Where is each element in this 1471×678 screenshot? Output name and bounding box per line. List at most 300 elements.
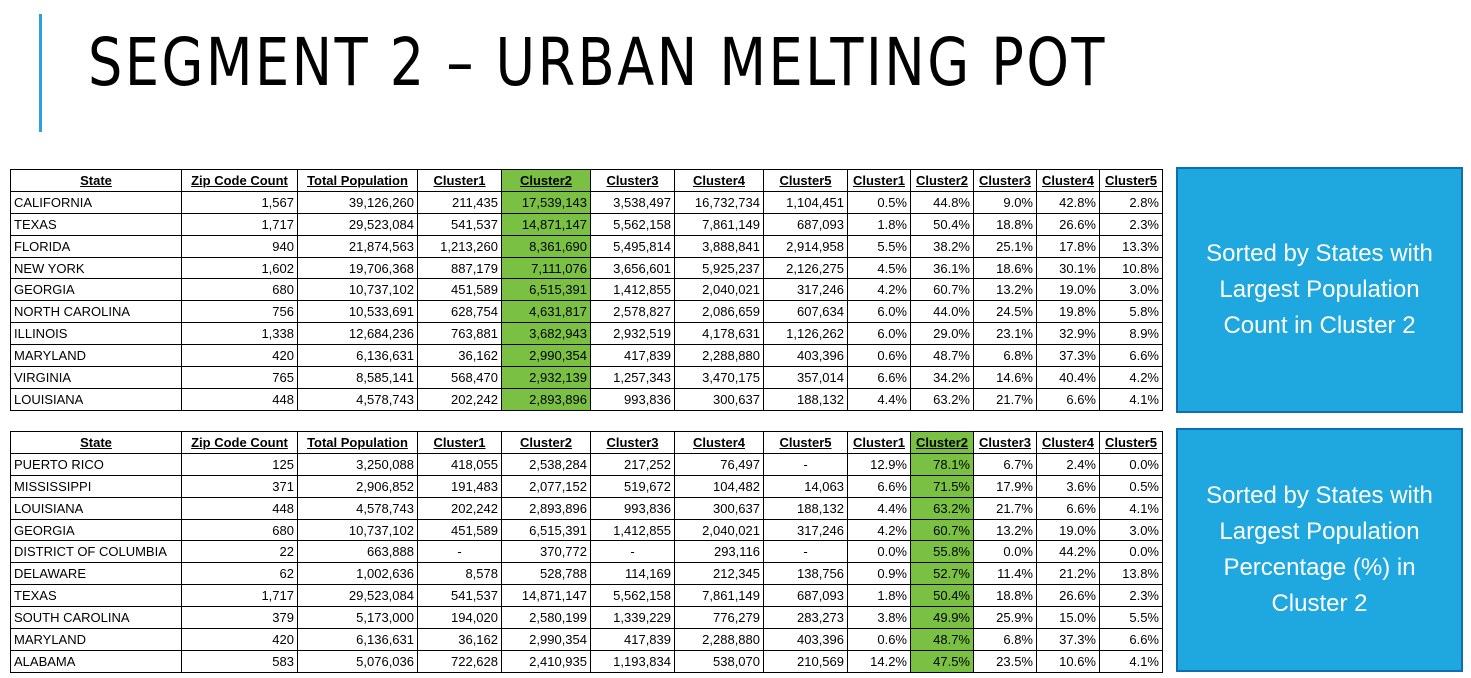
table-row (11, 497, 1163, 519)
value-cell: 722,628 (418, 650, 502, 672)
value-cell: 0.0% (1100, 541, 1163, 563)
value-cell: 19.0% (1037, 519, 1100, 541)
value-cell: 47.5% (911, 650, 974, 672)
value-cell: 22 (182, 541, 298, 563)
value-cell: 26.6% (1037, 585, 1100, 607)
state-cell: TEXAS (11, 585, 182, 607)
value-cell: 1,412,855 (591, 519, 675, 541)
value-cell: 188,132 (764, 497, 848, 519)
column-header: Total Population (298, 170, 418, 192)
column-header: State (11, 432, 182, 454)
value-cell: 44.8% (911, 191, 974, 213)
value-cell: 1,717 (182, 585, 298, 607)
value-cell: 2.3% (1100, 213, 1163, 235)
table-row (11, 453, 1163, 475)
value-cell: 420 (182, 345, 298, 367)
value-cell: 4,578,743 (298, 497, 418, 519)
value-cell: 6.6% (1037, 497, 1100, 519)
value-cell: 5,562,158 (591, 585, 675, 607)
value-cell: 8,578 (418, 563, 502, 585)
value-cell: 663,888 (298, 541, 418, 563)
value-cell: 32.9% (1037, 323, 1100, 345)
value-cell: 14,871,147 (502, 585, 591, 607)
value-cell: 13.2% (974, 519, 1037, 541)
value-cell: 202,242 (418, 497, 502, 519)
value-cell: 14.6% (974, 367, 1037, 389)
state-cell: DISTRICT OF COLUMBIA (11, 541, 182, 563)
table-top-by-percentage (10, 431, 1163, 673)
value-cell: 62 (182, 563, 298, 585)
value-cell: 2,914,958 (764, 235, 848, 257)
value-cell: 5,925,237 (675, 257, 764, 279)
value-cell: 19.0% (1037, 279, 1100, 301)
value-cell: 528,788 (502, 563, 591, 585)
value-cell: 887,179 (418, 257, 502, 279)
value-cell: 1,717 (182, 213, 298, 235)
value-cell: 3.6% (1037, 475, 1100, 497)
value-cell: 1,339,229 (591, 607, 675, 629)
value-cell: 5.5% (1100, 607, 1163, 629)
value-cell: 2.8% (1100, 191, 1163, 213)
value-cell: 4,631,817 (502, 301, 591, 323)
table-row (11, 191, 1163, 213)
value-cell: 3,538,497 (591, 191, 675, 213)
value-cell: 2,077,152 (502, 475, 591, 497)
value-cell: 7,861,149 (675, 213, 764, 235)
value-cell: 210,569 (764, 650, 848, 672)
value-cell: 19,706,368 (298, 257, 418, 279)
table-row (11, 345, 1163, 367)
value-cell: 451,589 (418, 279, 502, 301)
value-cell: 293,116 (675, 541, 764, 563)
value-cell: 4,178,631 (675, 323, 764, 345)
value-cell: 2,990,354 (502, 345, 591, 367)
value-cell: 188,132 (764, 388, 848, 410)
value-cell: 776,279 (675, 607, 764, 629)
value-cell: 607,634 (764, 301, 848, 323)
value-cell: 541,537 (418, 585, 502, 607)
state-cell: LOUISIANA (11, 388, 182, 410)
value-cell: 583 (182, 650, 298, 672)
value-cell: 10.6% (1037, 650, 1100, 672)
value-cell: 104,482 (675, 475, 764, 497)
value-cell: 18.8% (974, 213, 1037, 235)
value-cell: 4.1% (1100, 497, 1163, 519)
value-cell: 451,589 (418, 519, 502, 541)
column-header: Cluster2 (502, 432, 591, 454)
value-cell: 25.9% (974, 607, 1037, 629)
table-row (11, 213, 1163, 235)
note-text: Sorted by States with Largest Population Count in Cluster 2 (1206, 240, 1433, 339)
value-cell: 6,515,391 (502, 519, 591, 541)
value-cell: 18.6% (974, 257, 1037, 279)
value-cell: 418,055 (418, 453, 502, 475)
value-cell: 2,410,935 (502, 650, 591, 672)
value-cell: 2,040,021 (675, 279, 764, 301)
value-cell: 4.1% (1100, 650, 1163, 672)
value-cell: 125 (182, 453, 298, 475)
value-cell: 10,737,102 (298, 279, 418, 301)
value-cell: 0.9% (848, 563, 911, 585)
value-cell: 5,076,036 (298, 650, 418, 672)
state-cell: MARYLAND (11, 345, 182, 367)
value-cell: 60.7% (911, 519, 974, 541)
value-cell: 370,772 (502, 541, 591, 563)
state-cell: SOUTH CAROLINA (11, 607, 182, 629)
value-cell: 191,483 (418, 475, 502, 497)
value-cell: 2,040,021 (675, 519, 764, 541)
column-header: Cluster4 (675, 432, 764, 454)
column-header: Total Population (298, 432, 418, 454)
value-cell: 36,162 (418, 345, 502, 367)
column-header: Cluster3 (591, 170, 675, 192)
table-row (11, 563, 1163, 585)
value-cell: 12,684,236 (298, 323, 418, 345)
value-cell: - (591, 541, 675, 563)
value-cell: 1,104,451 (764, 191, 848, 213)
state-cell: ALABAMA (11, 650, 182, 672)
table-top-by-count (10, 169, 1163, 411)
value-cell: 17,539,143 (502, 191, 591, 213)
value-cell: 371 (182, 475, 298, 497)
table-row (11, 257, 1163, 279)
value-cell: 2,288,880 (675, 345, 764, 367)
value-cell: - (764, 541, 848, 563)
value-cell: 300,637 (675, 497, 764, 519)
value-cell: 1,412,855 (591, 279, 675, 301)
value-cell: 3.0% (1100, 279, 1163, 301)
value-cell: 50.4% (911, 585, 974, 607)
state-cell: LOUISIANA (11, 497, 182, 519)
value-cell: 317,246 (764, 519, 848, 541)
state-cell: FLORIDA (11, 235, 182, 257)
value-cell: 21.7% (974, 388, 1037, 410)
value-cell: 76,497 (675, 453, 764, 475)
value-cell: 3,656,601 (591, 257, 675, 279)
value-cell: 23.5% (974, 650, 1037, 672)
state-cell: PUERTO RICO (11, 453, 182, 475)
value-cell: 0.0% (1100, 453, 1163, 475)
value-cell: 29,523,084 (298, 585, 418, 607)
value-cell: 6,515,391 (502, 279, 591, 301)
value-cell: 19.8% (1037, 301, 1100, 323)
value-cell: 6.6% (848, 475, 911, 497)
value-cell: 138,756 (764, 563, 848, 585)
value-cell: 2,932,139 (502, 367, 591, 389)
value-cell: 2,578,827 (591, 301, 675, 323)
value-cell: 1,126,262 (764, 323, 848, 345)
value-cell: 38.2% (911, 235, 974, 257)
column-header: Cluster1 (418, 170, 502, 192)
value-cell: 5,562,158 (591, 213, 675, 235)
value-cell: 8,585,141 (298, 367, 418, 389)
value-cell: 2.3% (1100, 585, 1163, 607)
column-header: Cluster2 (911, 170, 974, 192)
value-cell: 765 (182, 367, 298, 389)
column-header: Cluster1 (848, 170, 911, 192)
value-cell: 48.7% (911, 629, 974, 651)
value-cell: 993,836 (591, 497, 675, 519)
state-cell: TEXAS (11, 213, 182, 235)
value-cell: 403,396 (764, 345, 848, 367)
column-header: Cluster5 (764, 432, 848, 454)
column-header: Cluster1 (418, 432, 502, 454)
value-cell: 2,126,275 (764, 257, 848, 279)
table-row (11, 388, 1163, 410)
value-cell: 211,435 (418, 191, 502, 213)
table-row (11, 279, 1163, 301)
value-cell: 417,839 (591, 629, 675, 651)
value-cell: 4,578,743 (298, 388, 418, 410)
table-row (11, 301, 1163, 323)
state-cell: MARYLAND (11, 629, 182, 651)
value-cell: 448 (182, 388, 298, 410)
note-text: Sorted by States with Largest Population Percentage (%) in Cluster 2 (1206, 482, 1433, 617)
table-row (11, 367, 1163, 389)
value-cell: 14,063 (764, 475, 848, 497)
state-cell: CALIFORNIA (11, 191, 182, 213)
value-cell: 6,136,631 (298, 629, 418, 651)
table-row (11, 650, 1163, 672)
column-header: Cluster3 (974, 170, 1037, 192)
value-cell: 17.9% (974, 475, 1037, 497)
value-cell: 3,888,841 (675, 235, 764, 257)
value-cell: 13.2% (974, 279, 1037, 301)
value-cell: 6.6% (848, 367, 911, 389)
column-header: Cluster5 (1100, 170, 1163, 192)
column-header: Cluster4 (675, 170, 764, 192)
value-cell: 3,250,088 (298, 453, 418, 475)
state-cell: GEORGIA (11, 519, 182, 541)
value-cell: 14.2% (848, 650, 911, 672)
value-cell: 13.3% (1100, 235, 1163, 257)
value-cell: 37.3% (1037, 629, 1100, 651)
value-cell: 317,246 (764, 279, 848, 301)
value-cell: 6.6% (1037, 388, 1100, 410)
column-header: Cluster3 (591, 432, 675, 454)
value-cell: 52.7% (911, 563, 974, 585)
value-cell: 48.7% (911, 345, 974, 367)
column-header: Zip Code Count (182, 432, 298, 454)
value-cell: 21.7% (974, 497, 1037, 519)
value-cell: 26.6% (1037, 213, 1100, 235)
table-row (11, 235, 1163, 257)
column-header: Cluster2 (502, 170, 591, 192)
value-cell: 40.4% (1037, 367, 1100, 389)
value-cell: 36,162 (418, 629, 502, 651)
value-cell: 1,567 (182, 191, 298, 213)
value-cell: 6.7% (974, 453, 1037, 475)
state-cell: ILLINOIS (11, 323, 182, 345)
value-cell: 17.8% (1037, 235, 1100, 257)
value-cell: 6.8% (974, 345, 1037, 367)
state-cell: NEW YORK (11, 257, 182, 279)
state-cell: NORTH CAROLINA (11, 301, 182, 323)
table-header-row (11, 170, 1163, 192)
value-cell: 23.1% (974, 323, 1037, 345)
column-header: Cluster1 (848, 432, 911, 454)
value-cell: 5.8% (1100, 301, 1163, 323)
value-cell: 568,470 (418, 367, 502, 389)
value-cell: 300,637 (675, 388, 764, 410)
table-row (11, 519, 1163, 541)
value-cell: 0.5% (848, 191, 911, 213)
value-cell: 519,672 (591, 475, 675, 497)
value-cell: 417,839 (591, 345, 675, 367)
value-cell: 29,523,084 (298, 213, 418, 235)
value-cell: 6.6% (1100, 629, 1163, 651)
value-cell: 7,861,149 (675, 585, 764, 607)
column-header: State (11, 170, 182, 192)
value-cell: 6,136,631 (298, 345, 418, 367)
value-cell: 420 (182, 629, 298, 651)
value-cell: 1,002,636 (298, 563, 418, 585)
column-header: Cluster5 (764, 170, 848, 192)
value-cell: 5,173,000 (298, 607, 418, 629)
table-row (11, 323, 1163, 345)
value-cell: 0.6% (848, 629, 911, 651)
value-cell: 4.2% (1100, 367, 1163, 389)
state-cell: VIRGINIA (11, 367, 182, 389)
column-header: Cluster5 (1100, 432, 1163, 454)
value-cell: 29.0% (911, 323, 974, 345)
column-header: Cluster4 (1037, 170, 1100, 192)
value-cell: 4.2% (848, 519, 911, 541)
value-cell: 14,871,147 (502, 213, 591, 235)
value-cell: 4.5% (848, 257, 911, 279)
value-cell: 687,093 (764, 585, 848, 607)
value-cell: 2,580,199 (502, 607, 591, 629)
column-header: Cluster3 (974, 432, 1037, 454)
value-cell: 34.2% (911, 367, 974, 389)
value-cell: - (418, 541, 502, 563)
value-cell: 0.0% (974, 541, 1037, 563)
value-cell: 24.5% (974, 301, 1037, 323)
table-header-row (11, 432, 1163, 454)
note-box-count (1176, 167, 1463, 413)
value-cell: 687,093 (764, 213, 848, 235)
value-cell: 2,932,519 (591, 323, 675, 345)
table-row (11, 585, 1163, 607)
value-cell: 1,213,260 (418, 235, 502, 257)
value-cell: 3,682,943 (502, 323, 591, 345)
value-cell: 1,257,343 (591, 367, 675, 389)
value-cell: 1,193,834 (591, 650, 675, 672)
value-cell: 1,338 (182, 323, 298, 345)
value-cell: 5.5% (848, 235, 911, 257)
page-title: SEGMENT 2 – URBAN MELTING POT (88, 24, 1107, 101)
column-header: Zip Code Count (182, 170, 298, 192)
title-accent-bar (39, 14, 42, 132)
value-cell: 4.2% (848, 279, 911, 301)
value-cell: 680 (182, 519, 298, 541)
value-cell: 6.6% (1100, 345, 1163, 367)
value-cell: 0.6% (848, 345, 911, 367)
value-cell: 212,345 (675, 563, 764, 585)
value-cell: 2,893,896 (502, 497, 591, 519)
value-cell: 628,754 (418, 301, 502, 323)
value-cell: 44.0% (911, 301, 974, 323)
value-cell: 5,495,814 (591, 235, 675, 257)
value-cell: 2.4% (1037, 453, 1100, 475)
value-cell: 217,252 (591, 453, 675, 475)
value-cell: 39,126,260 (298, 191, 418, 213)
value-cell: 21.2% (1037, 563, 1100, 585)
value-cell: 63.2% (911, 497, 974, 519)
value-cell: 6.0% (848, 301, 911, 323)
state-cell: GEORGIA (11, 279, 182, 301)
value-cell: 8.9% (1100, 323, 1163, 345)
value-cell: 3.0% (1100, 519, 1163, 541)
value-cell: 763,881 (418, 323, 502, 345)
value-cell: 37.3% (1037, 345, 1100, 367)
column-header: Cluster4 (1037, 432, 1100, 454)
value-cell: 42.8% (1037, 191, 1100, 213)
value-cell: 13.8% (1100, 563, 1163, 585)
value-cell: 680 (182, 279, 298, 301)
value-cell: 283,273 (764, 607, 848, 629)
value-cell: 114,169 (591, 563, 675, 585)
value-cell: 10.8% (1100, 257, 1163, 279)
value-cell: 2,990,354 (502, 629, 591, 651)
value-cell: 1,602 (182, 257, 298, 279)
note-box-percentage (1176, 428, 1463, 672)
value-cell: - (764, 453, 848, 475)
value-cell: 12.9% (848, 453, 911, 475)
value-cell: 49.9% (911, 607, 974, 629)
value-cell: 8,361,690 (502, 235, 591, 257)
value-cell: 1.8% (848, 213, 911, 235)
value-cell: 1.8% (848, 585, 911, 607)
value-cell: 25.1% (974, 235, 1037, 257)
value-cell: 4.4% (848, 497, 911, 519)
column-header: Cluster2 (911, 432, 974, 454)
value-cell: 756 (182, 301, 298, 323)
value-cell: 9.0% (974, 191, 1037, 213)
value-cell: 36.1% (911, 257, 974, 279)
value-cell: 3,470,175 (675, 367, 764, 389)
value-cell: 993,836 (591, 388, 675, 410)
table-row (11, 475, 1163, 497)
value-cell: 50.4% (911, 213, 974, 235)
table-row (11, 541, 1163, 563)
value-cell: 4.4% (848, 388, 911, 410)
value-cell: 2,893,896 (502, 388, 591, 410)
value-cell: 11.4% (974, 563, 1037, 585)
value-cell: 78.1% (911, 453, 974, 475)
value-cell: 30.1% (1037, 257, 1100, 279)
value-cell: 379 (182, 607, 298, 629)
value-cell: 15.0% (1037, 607, 1100, 629)
value-cell: 10,533,691 (298, 301, 418, 323)
value-cell: 0.5% (1100, 475, 1163, 497)
value-cell: 18.8% (974, 585, 1037, 607)
value-cell: 448 (182, 497, 298, 519)
value-cell: 2,906,852 (298, 475, 418, 497)
value-cell: 940 (182, 235, 298, 257)
value-cell: 2,538,284 (502, 453, 591, 475)
table-row (11, 607, 1163, 629)
value-cell: 4.1% (1100, 388, 1163, 410)
value-cell: 3.8% (848, 607, 911, 629)
state-cell: DELAWARE (11, 563, 182, 585)
value-cell: 21,874,563 (298, 235, 418, 257)
value-cell: 63.2% (911, 388, 974, 410)
value-cell: 60.7% (911, 279, 974, 301)
value-cell: 0.0% (848, 541, 911, 563)
value-cell: 538,070 (675, 650, 764, 672)
state-cell: MISSISSIPPI (11, 475, 182, 497)
